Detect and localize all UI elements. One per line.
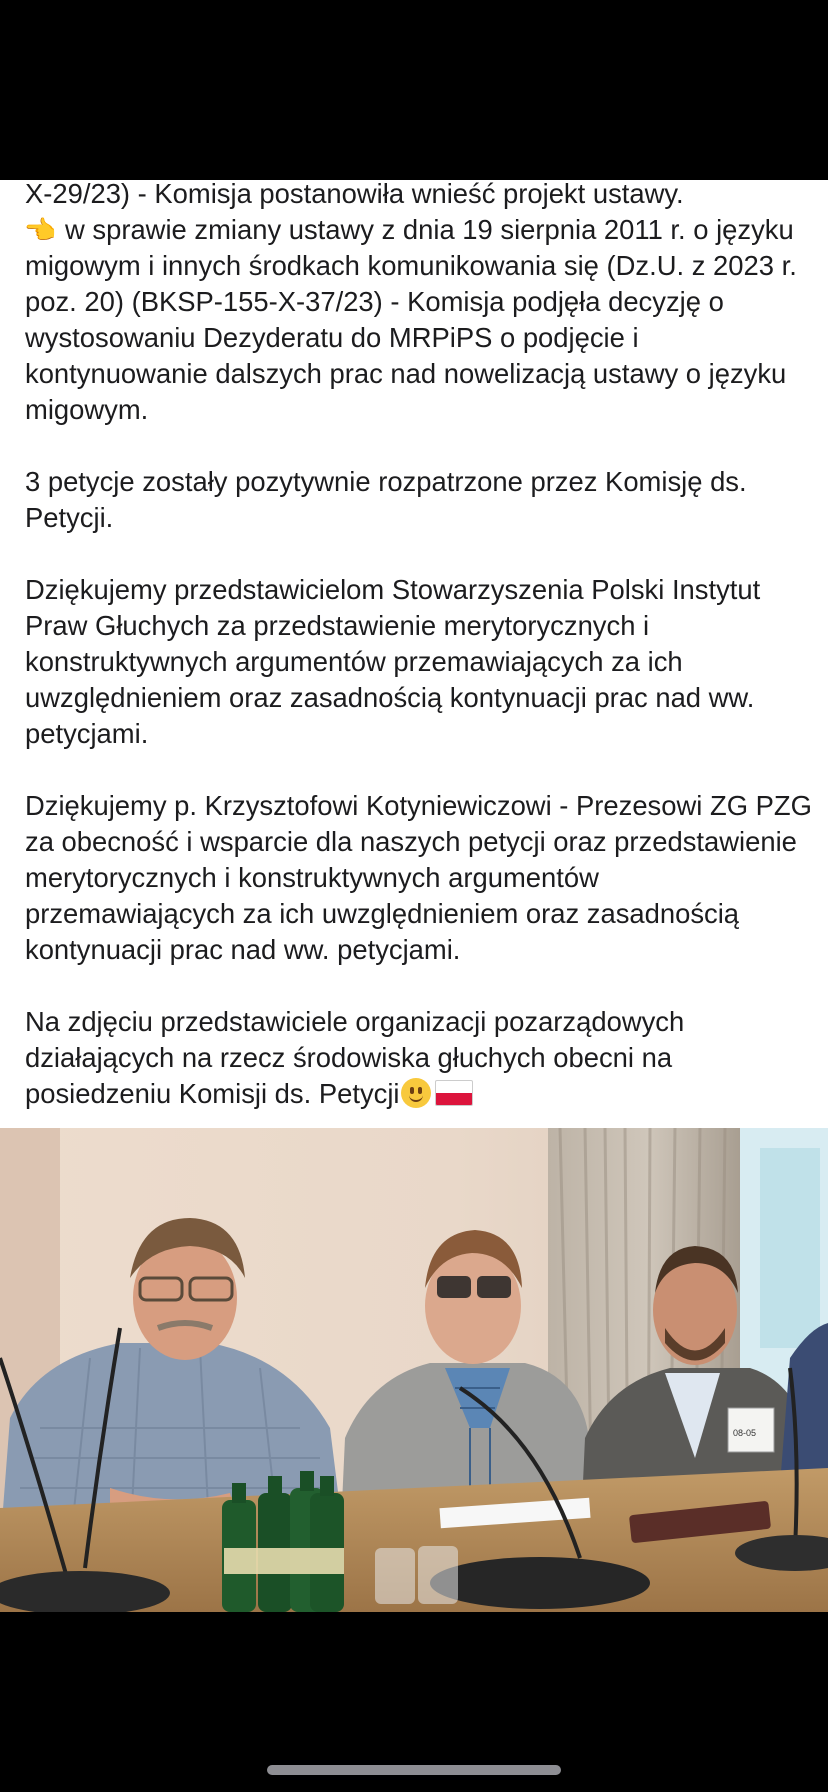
post-paragraph-petitions: 3 petycje zostały pozytywnie rozpatrzone przez Komisję ds. Petycji.	[25, 466, 747, 533]
post-text-area	[0, 180, 828, 1128]
post-body	[25, 180, 815, 1112]
post-paragraph-thanks-institute: Dziękujemy przedstawicielom Stowarzyszenia Polski Instytut Praw Głuchych za przedstawienie merytorycznych i konstruktywnych argumentów przemawiających za ich uwzględnieniem oraz zasadnością kontynuacji prac nad ww. petycjami.	[25, 574, 761, 749]
post-paragraph-intro	[25, 180, 815, 428]
post-paragraph-thanks-president: Dziękujemy p. Krzysztofowi Kotyniewiczowi - Prezesowi ZG PZG za obecność i wsparcie dla naszych petycji oraz przedstawienie merytorycznych i konstruktywnych argumentów przemawiających za ich uwzględnieniem oraz zasadnością kontynuacji prac nad ww. petycjami.	[25, 790, 812, 965]
poland-flag-icon	[435, 1080, 473, 1106]
photo-caption-text: Na zdjęciu przedstawiciele organizacji pozarządowych działających na rzecz środowiska głuchych obecni na posiedzeniu Komisji ds. Petycji	[25, 1006, 685, 1109]
point-text: w sprawie zmiany ustawy z dnia 19 sierpnia 2011 r. o języku migowym i innych środkach komunikowania się (Dz.U. z 2023 r. poz. 20) (BKSP-155-X-37/23) - Komisja podjęła decyzję o wystosowaniu Dezyderatu do MRPiPS o podjęcie i kontynuowanie dalszych prac nad nowelizacją ustawy o języku migowym.	[25, 214, 797, 425]
pointing-hand-icon: 👉	[25, 215, 58, 245]
meeting-photo-illustration	[0, 1128, 828, 1612]
smiling-face-icon	[401, 1078, 431, 1108]
top-black-bar	[0, 0, 828, 180]
post-paragraph-photo-caption	[25, 1004, 815, 1112]
post-photo[interactable]	[0, 1128, 828, 1612]
home-indicator[interactable]	[267, 1765, 561, 1775]
intro-line: X-29/23) - Komisja postanowiła wnieść projekt ustawy.	[25, 180, 684, 209]
badge-text: 08-05	[733, 1428, 757, 1438]
